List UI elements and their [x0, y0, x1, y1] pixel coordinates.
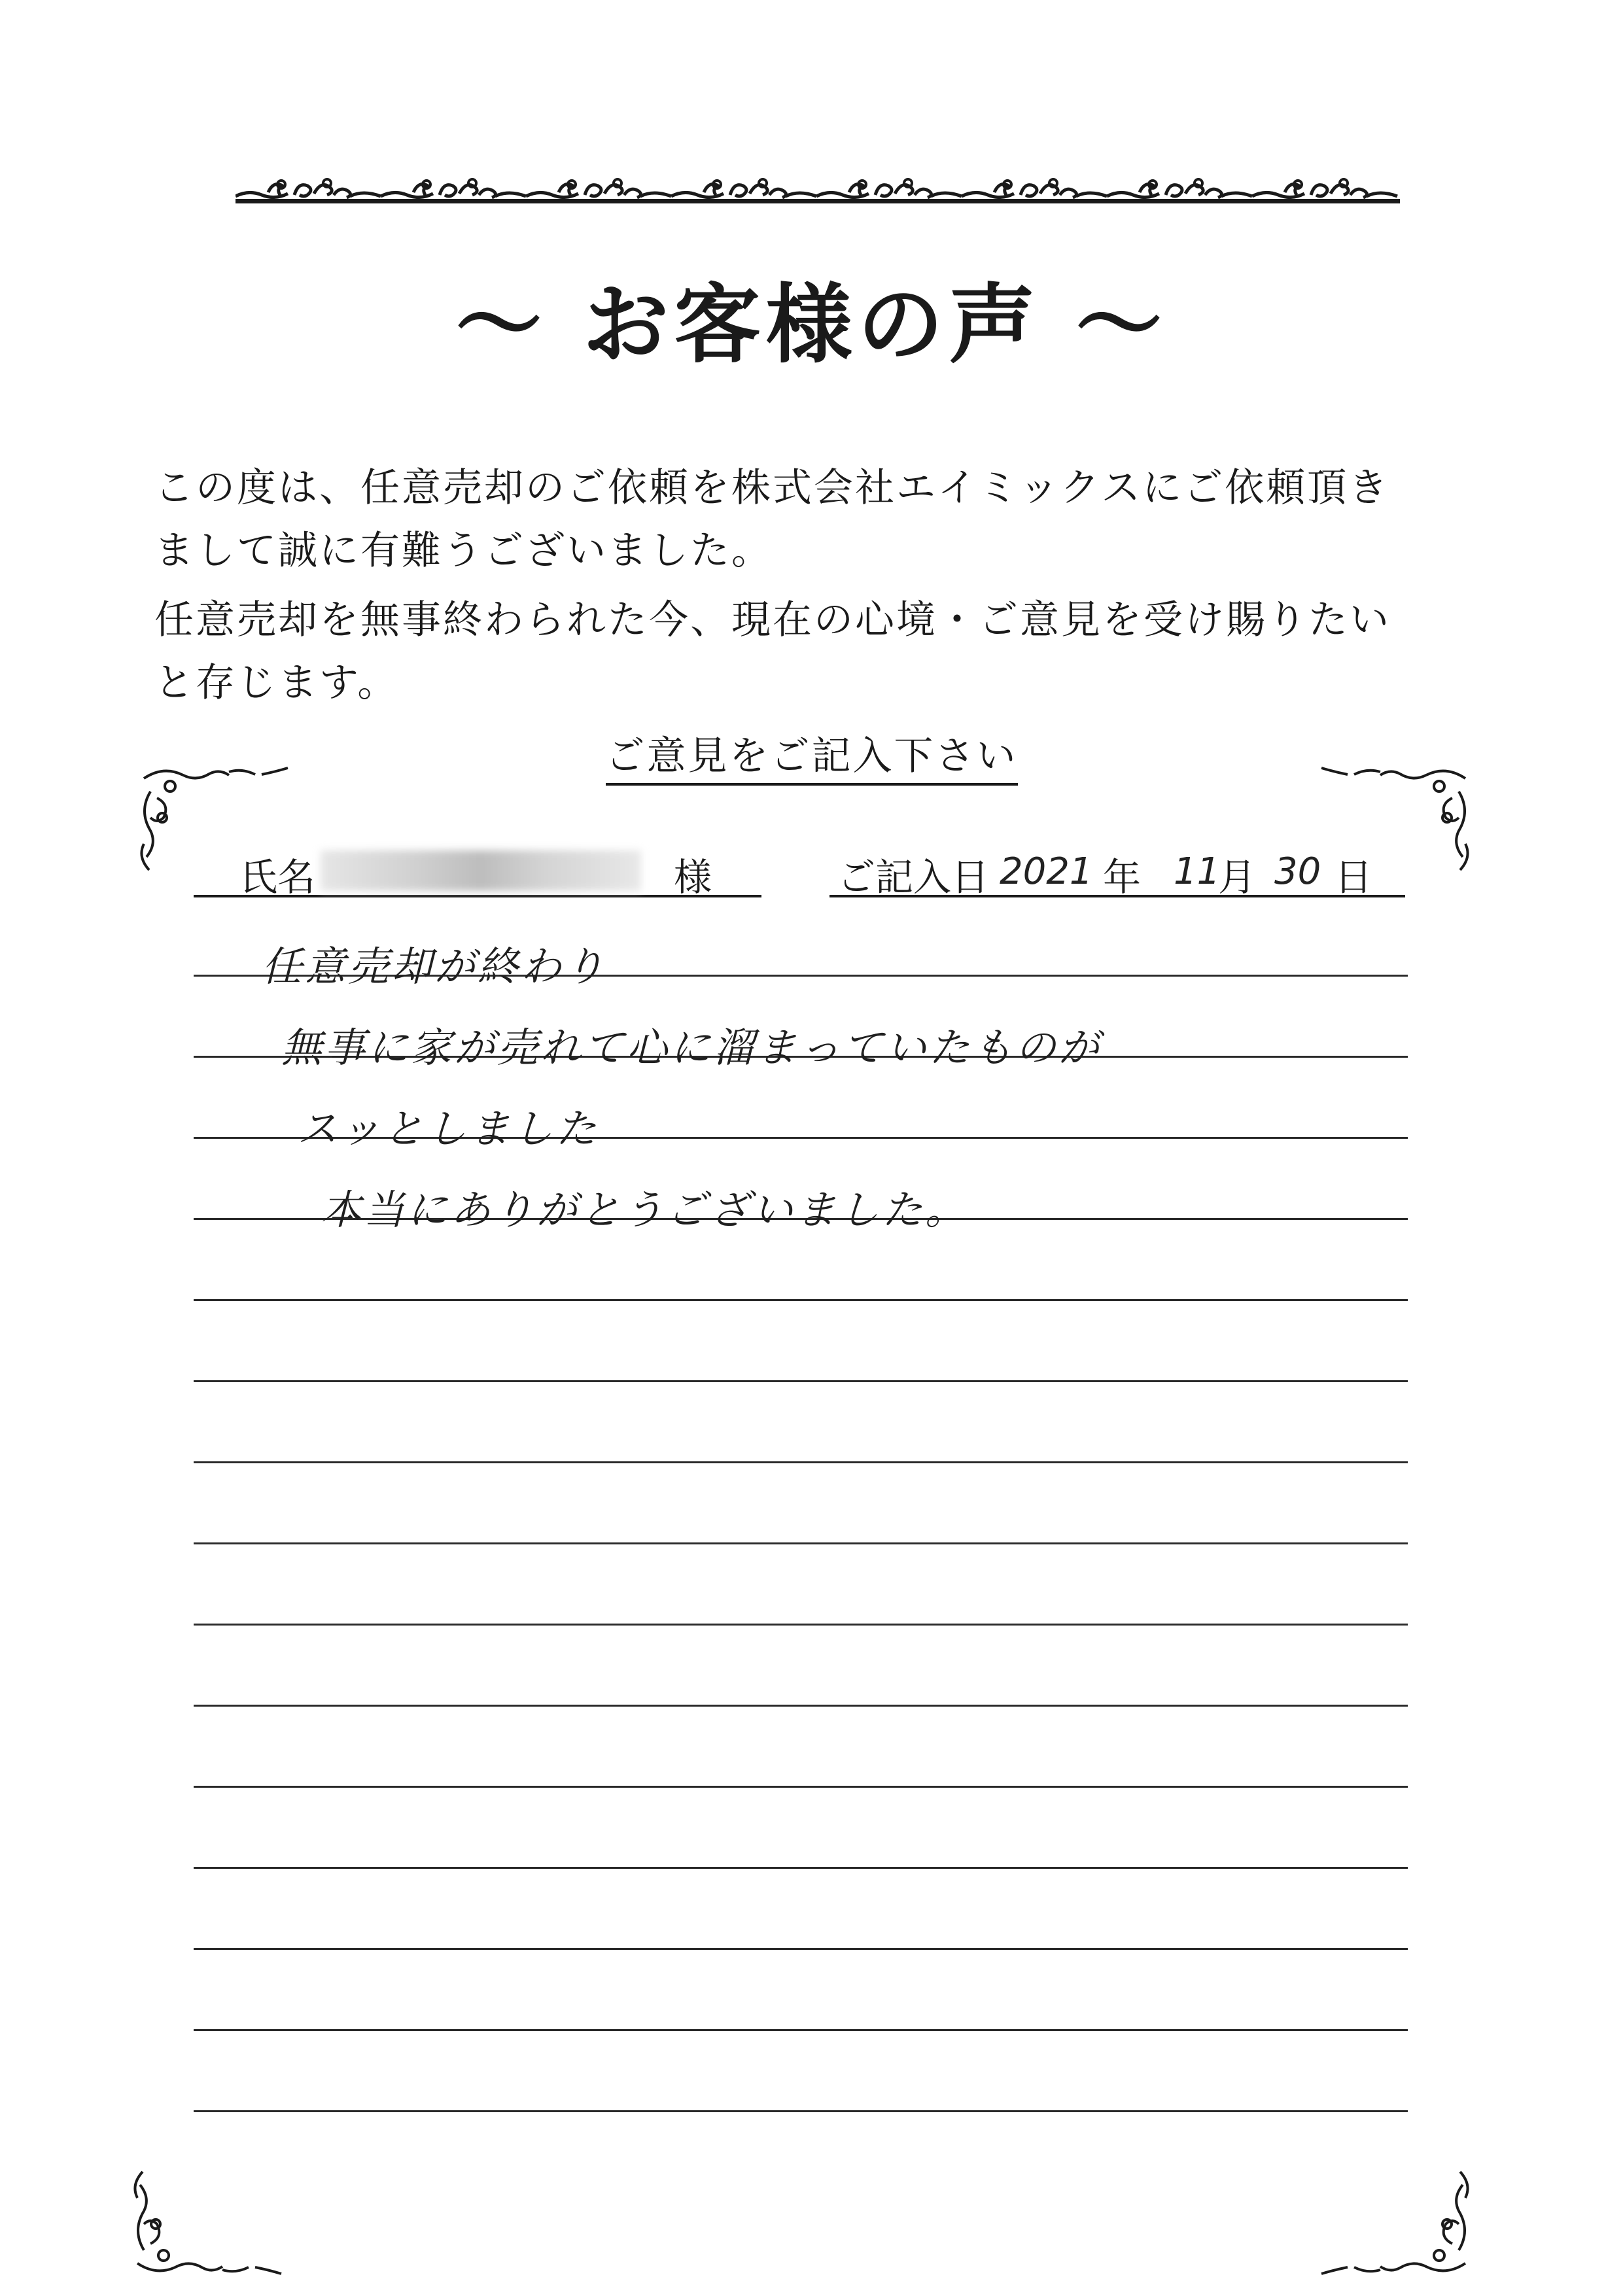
handwritten-comment-line: 任意売却が終わり — [262, 943, 608, 990]
ruled-line — [194, 1380, 1408, 1382]
handwritten-comment-line: スッとしました — [297, 1105, 599, 1153]
honorific-label: 様 — [674, 855, 712, 899]
ruled-line — [194, 1867, 1408, 1869]
ruled-line — [194, 1786, 1408, 1788]
month-label: 月 — [1218, 855, 1257, 899]
day-label: 日 — [1335, 855, 1373, 899]
intro-text-line: と存じます。 — [154, 660, 399, 706]
name-redacted — [321, 850, 641, 891]
ruled-line — [194, 2029, 1408, 2031]
ruled-line — [194, 1948, 1408, 1950]
year-value: 2021 — [1000, 850, 1093, 893]
corner-flourish-icon — [1295, 2132, 1478, 2289]
corner-flourish-icon — [1295, 752, 1478, 909]
page-title: ～ お客様の声 ～ — [455, 274, 1168, 375]
intro-text-line: この度は、任意売却のご依頼を株式会社エイミックスにご依頼頂き — [154, 465, 1390, 511]
ruled-line — [194, 1542, 1408, 1544]
name-label: 氏名 — [239, 855, 316, 899]
corner-flourish-icon — [124, 2132, 307, 2289]
handwritten-comment-line: 無事に家が売れて心に溜まっていたものが — [281, 1024, 1102, 1071]
date-label: ご記入日 — [837, 855, 990, 899]
handwritten-comment-line: 本当にありがとうございました。 — [321, 1186, 969, 1234]
ruled-line — [194, 2110, 1408, 2112]
instruction-text: ご意見をご記入下さい — [606, 733, 1018, 786]
month-value: 11 — [1174, 850, 1221, 893]
intro-text-line: まして誠に有難うございました。 — [154, 528, 773, 574]
ruled-line — [194, 1461, 1408, 1463]
ruled-line — [194, 1299, 1408, 1301]
day-value: 30 — [1274, 850, 1321, 893]
intro-text-line: 任意売却を無事終わられた今、現在の心境・ご意見を受け賜りたい — [154, 597, 1391, 643]
ornamental-border-top — [236, 170, 1400, 207]
ruled-line — [194, 1705, 1408, 1707]
ruled-line — [194, 1624, 1408, 1626]
year-label: 年 — [1103, 855, 1142, 899]
